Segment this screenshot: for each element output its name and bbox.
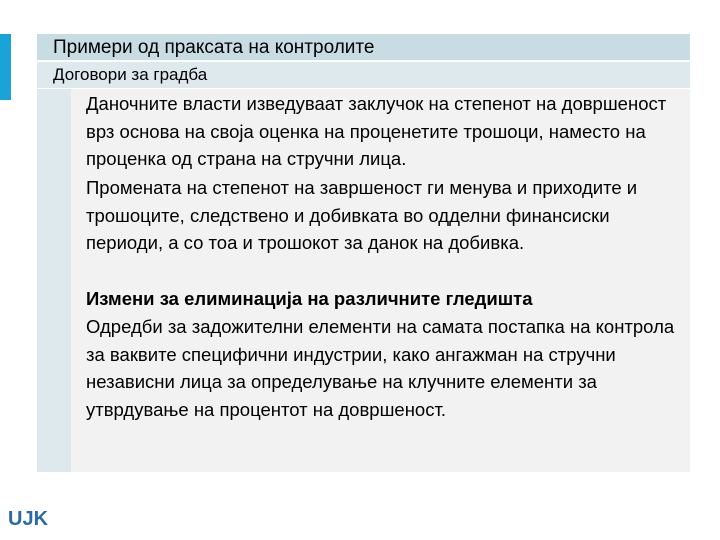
paragraph-changes-heading: Измени за елиминација на различните гледишта <box>86 288 533 309</box>
slide-title: Примери од праксата на контролите <box>53 37 375 58</box>
accent-bar <box>0 34 11 100</box>
paragraph-mandatory-provisions: Одредби за задожителни елементи на самата постапка на контрола за ваквите специфични индустрии, како ангажман на стручни независни лица за определување на клучните елементи за утврдување на процентот на довршеност. <box>86 316 675 420</box>
ujk-logo: UJK <box>8 508 49 530</box>
content-left-strip <box>37 89 71 472</box>
paragraph-tax-authorities: Даночните власти изведуваат заклучок на степенот на довршеност врз основа на своја оценка на проценетите трошоци, наместо на проценка од страна на стручни лица. <box>86 93 667 169</box>
slide-subtitle: Договори за градба <box>53 65 208 84</box>
paragraph-completion-change: Промената на степенот на завршеност ги менува и приходите и трошоците, следствено и добивката во одделни финансиски периоди, а со тоа и трошокот за данок на добивка. <box>86 177 638 253</box>
